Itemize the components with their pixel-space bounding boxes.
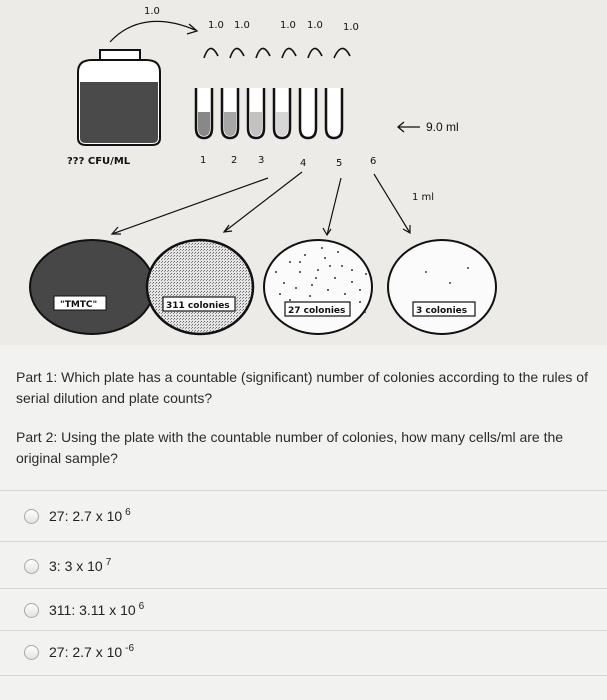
plate-27 xyxy=(264,240,372,334)
dilution-tubes xyxy=(196,88,342,138)
transfer-volume-3: 1.0 xyxy=(280,20,296,31)
answer-option-1-text: 27: 2.7 x 10 $^6$ xyxy=(49,507,131,524)
question-panel xyxy=(0,345,607,700)
answer-option-1[interactable] xyxy=(24,503,131,529)
transfer-arcs xyxy=(204,48,350,58)
tube-number-6: 6 xyxy=(370,156,377,167)
option-divider xyxy=(0,675,607,676)
radio-button-2[interactable] xyxy=(24,559,39,574)
top-volume-label: 1.0 xyxy=(144,6,160,17)
plate-tmtc xyxy=(30,240,154,334)
plate-3 xyxy=(388,240,496,334)
serial-dilution-diagram xyxy=(0,0,607,345)
stock-bottle xyxy=(78,50,160,145)
diluent-volume-label: 9.0 ml xyxy=(426,120,459,134)
tube-number-1: 1 xyxy=(200,155,207,166)
option-divider xyxy=(0,588,607,589)
radio-button-4[interactable] xyxy=(24,645,39,660)
transfer-volume-2: 1.0 xyxy=(234,20,250,31)
stock-concentration-label: ??? CFU/ML xyxy=(67,156,131,167)
answer-option-2[interactable] xyxy=(24,553,111,579)
answer-option-4[interactable] xyxy=(24,639,134,665)
option-divider xyxy=(0,490,607,491)
question-part2: Part 2: Using the plate with the countable number of colonies, how many cells/ml are the original sample? xyxy=(16,429,564,466)
plate-311-label: 311 colonies xyxy=(166,301,230,311)
diagram-svg xyxy=(0,0,607,345)
transfer-volume-5: 1.0 xyxy=(343,22,359,33)
tube-number-3: 3 xyxy=(258,155,265,166)
transfer-volume-1: 1.0 xyxy=(208,20,224,31)
answer-option-3-text: 311: 3.11 x 10 $^6$ xyxy=(49,601,145,618)
question-part1: Part 1: Which plate has a countable (significant) number of colonies according to the rules of serial dilution and plate counts? xyxy=(16,369,588,406)
answer-option-4-text: 27: 2.7 x 10 $^{-6}$ xyxy=(49,643,135,660)
plate-311 xyxy=(147,240,253,334)
transfer-arrow xyxy=(110,21,195,42)
tube-number-2: 2 xyxy=(231,155,238,166)
plating-volume-label: 1 ml xyxy=(412,192,435,203)
option-divider xyxy=(0,541,607,542)
radio-button-1[interactable] xyxy=(24,509,39,524)
answer-option-3[interactable] xyxy=(24,597,144,623)
tube-number-4: 4 xyxy=(300,158,307,169)
plate-tmtc-label: "TMTC" xyxy=(60,300,98,310)
tube-number-5: 5 xyxy=(336,158,343,169)
option-divider xyxy=(0,630,607,631)
radio-button-3[interactable] xyxy=(24,603,39,618)
answer-option-2-text: 3: 3 x 10 $^7$ xyxy=(49,557,112,574)
plate-27-label: 27 colonies xyxy=(288,306,346,316)
plating-arrows xyxy=(112,172,410,235)
plate-3-label: 3 colonies xyxy=(416,306,468,316)
transfer-volume-4: 1.0 xyxy=(307,20,323,31)
